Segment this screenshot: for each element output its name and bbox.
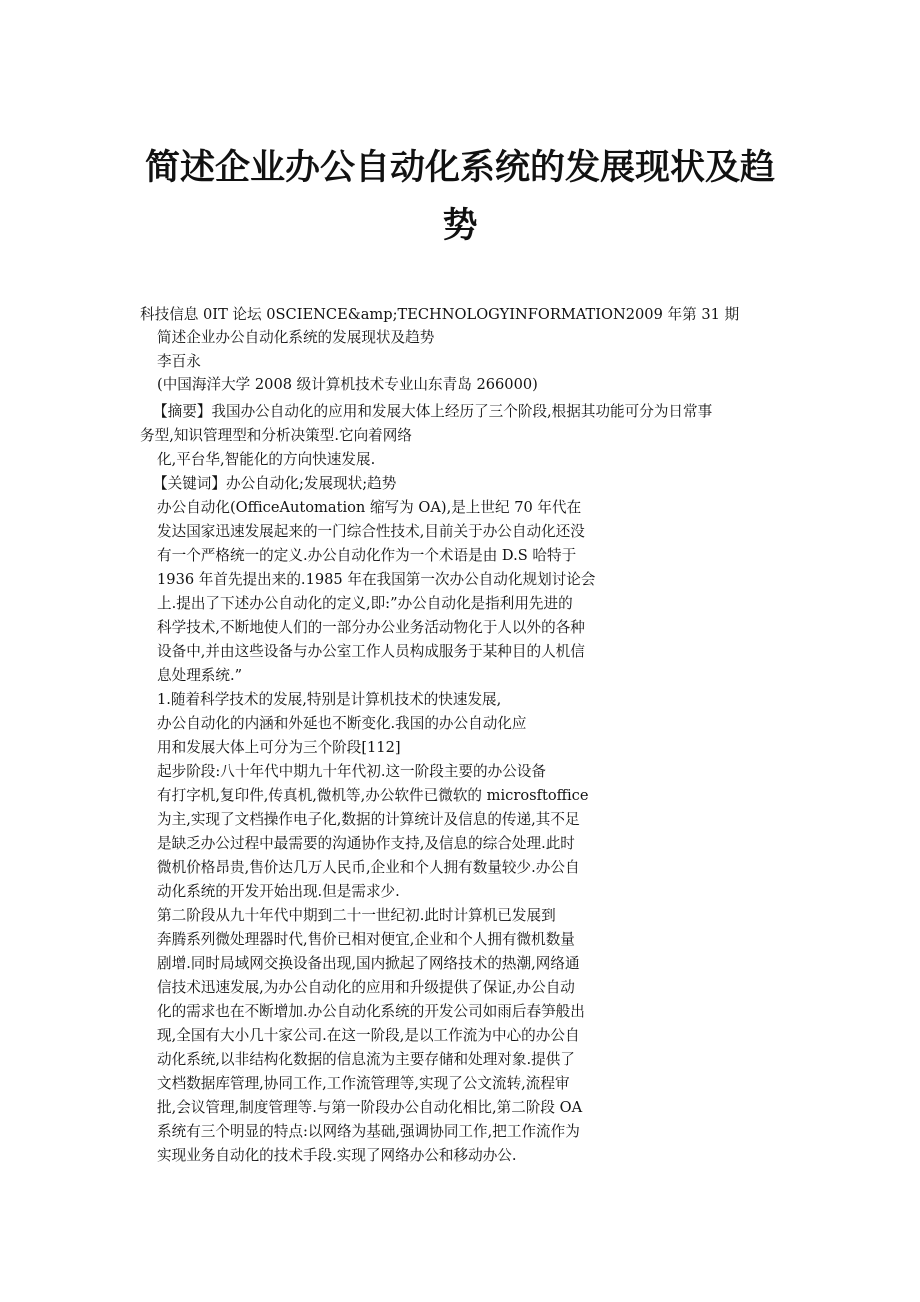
- abstract-line-1: 【摘要】我国办公自动化的应用和发展大体上经历了三个阶段,根据其功能可分为日常事: [153, 403, 713, 420]
- author-affiliation: (中国海洋大学 2008 级计算机技术专业山东青岛 266000): [157, 376, 538, 393]
- body-paragraph-line: 是缺乏办公过程中最需要的沟通协作支持,及信息的综合处理.此时: [157, 835, 575, 852]
- body-paragraph-line: 化的需求也在不断增加.办公自动化系统的开发公司如雨后春笋般出: [157, 1003, 585, 1020]
- body-paragraph-line: 系统有三个明显的特点:以网络为基础,强调协同工作,把工作流作为: [157, 1123, 580, 1140]
- body-paragraph-line: 为主,实现了文档操作电子化,数据的计算统计及信息的传递,其不足: [157, 811, 580, 828]
- body-paragraph-line: 动化系统,以非结构化数据的信息流为主要存储和处理对象.提供了: [157, 1051, 575, 1068]
- body-paragraph-line: 办公自动化的内涵和外延也不断变化.我国的办公自动化应: [157, 715, 527, 732]
- body-paragraph-line: 息处理系统.”: [157, 667, 243, 684]
- body-paragraph-line: 批,会议管理,制度管理等.与第一阶段办公自动化相比,第二阶段 OA: [157, 1099, 583, 1116]
- abstract-line-2: 务型,知识管理型和分析决策型.它向着网络: [140, 427, 412, 444]
- body-paragraph-line: 有打字机,复印件,传真机,微机等,办公软件已微软的 microsftoffice: [157, 787, 589, 804]
- journal-header-line: 科技信息 0IT 论坛 0SCIENCE&amp;TECHNOLOGYINFORMATION2009 年第 31 期: [140, 306, 740, 323]
- body-paragraph-line: 科学技术,不断地使人们的一部分办公业务活动物化于人以外的各种: [157, 619, 585, 636]
- body-paragraph-line: 办公自动化(OfficeAutomation 缩写为 OA),是上世纪 70 年代在: [157, 499, 582, 516]
- body-paragraph-line: 剧增.同时局域网交换设备出现,国内掀起了网络技术的热潮,网络通: [157, 955, 580, 972]
- body-paragraph-line: 现,全国有大小几十家公司.在这一阶段,是以工作流为中心的办公自: [157, 1027, 580, 1044]
- body-paragraph-line: 微机价格昂贵,售价达几万人民币,企业和个人拥有数量较少.办公自: [157, 859, 580, 876]
- keywords-line: 【关键词】办公自动化;发展现状;趋势: [153, 475, 397, 492]
- body-paragraph-line: 用和发展大体上可分为三个阶段[112]: [157, 739, 401, 756]
- abstract-line-3: 化,平台华,智能化的方向快速发展.: [157, 451, 376, 468]
- body-paragraph-line: 发达国家迅速发展起来的一门综合性技术,目前关于办公自动化还没: [157, 523, 585, 540]
- body-paragraph-line: 1.随着科学技术的发展,特别是计算机技术的快速发展,: [157, 691, 502, 708]
- body-paragraph-line: 奔腾系列微处理器时代,售价已相对便宜,企业和个人拥有微机数量: [157, 931, 575, 948]
- author-name: 李百永: [157, 353, 201, 370]
- body-paragraph-line: 实现业务自动化的技术手段.实现了网络办公和移动办公.: [157, 1147, 517, 1164]
- body-paragraph-line: 上.提出了下述办公自动化的定义,即:”办公自动化是指利用先进的: [157, 595, 573, 612]
- body-paragraph-line: 1936 年首先提出来的.1985 年在我国第一次办公自动化规划讨论会: [157, 571, 596, 588]
- body-paragraph-line: 设备中,并由这些设备与办公室工作人员构成服务于某种目的人机信: [157, 643, 585, 660]
- document-title-line-2: 势: [442, 206, 478, 246]
- body-paragraph-line: 起步阶段:八十年代中期九十年代初.这一阶段主要的办公设备: [157, 763, 546, 780]
- article-subtitle: 简述企业办公自动化系统的发展现状及趋势: [157, 329, 435, 346]
- body-paragraph-line: 信技术迅速发展,为办公自动化的应用和升级提供了保证,办公自动: [157, 979, 575, 996]
- body-paragraph-line: 第二阶段从九十年代中期到二十一世纪初.此时计算机已发展到: [157, 907, 556, 924]
- body-paragraph-line: 有一个严格统一的定义.办公自动化作为一个术语是由 D.S 哈特于: [157, 547, 577, 564]
- body-paragraph-line: 文档数据库管理,协同工作,工作流管理等,实现了公文流转,流程审: [157, 1075, 570, 1092]
- body-paragraph-line: 动化系统的开发开始出现.但是需求少.: [157, 883, 400, 900]
- document-title-line-1: 简述企业办公自动化系统的发展现状及趋: [144, 148, 775, 188]
